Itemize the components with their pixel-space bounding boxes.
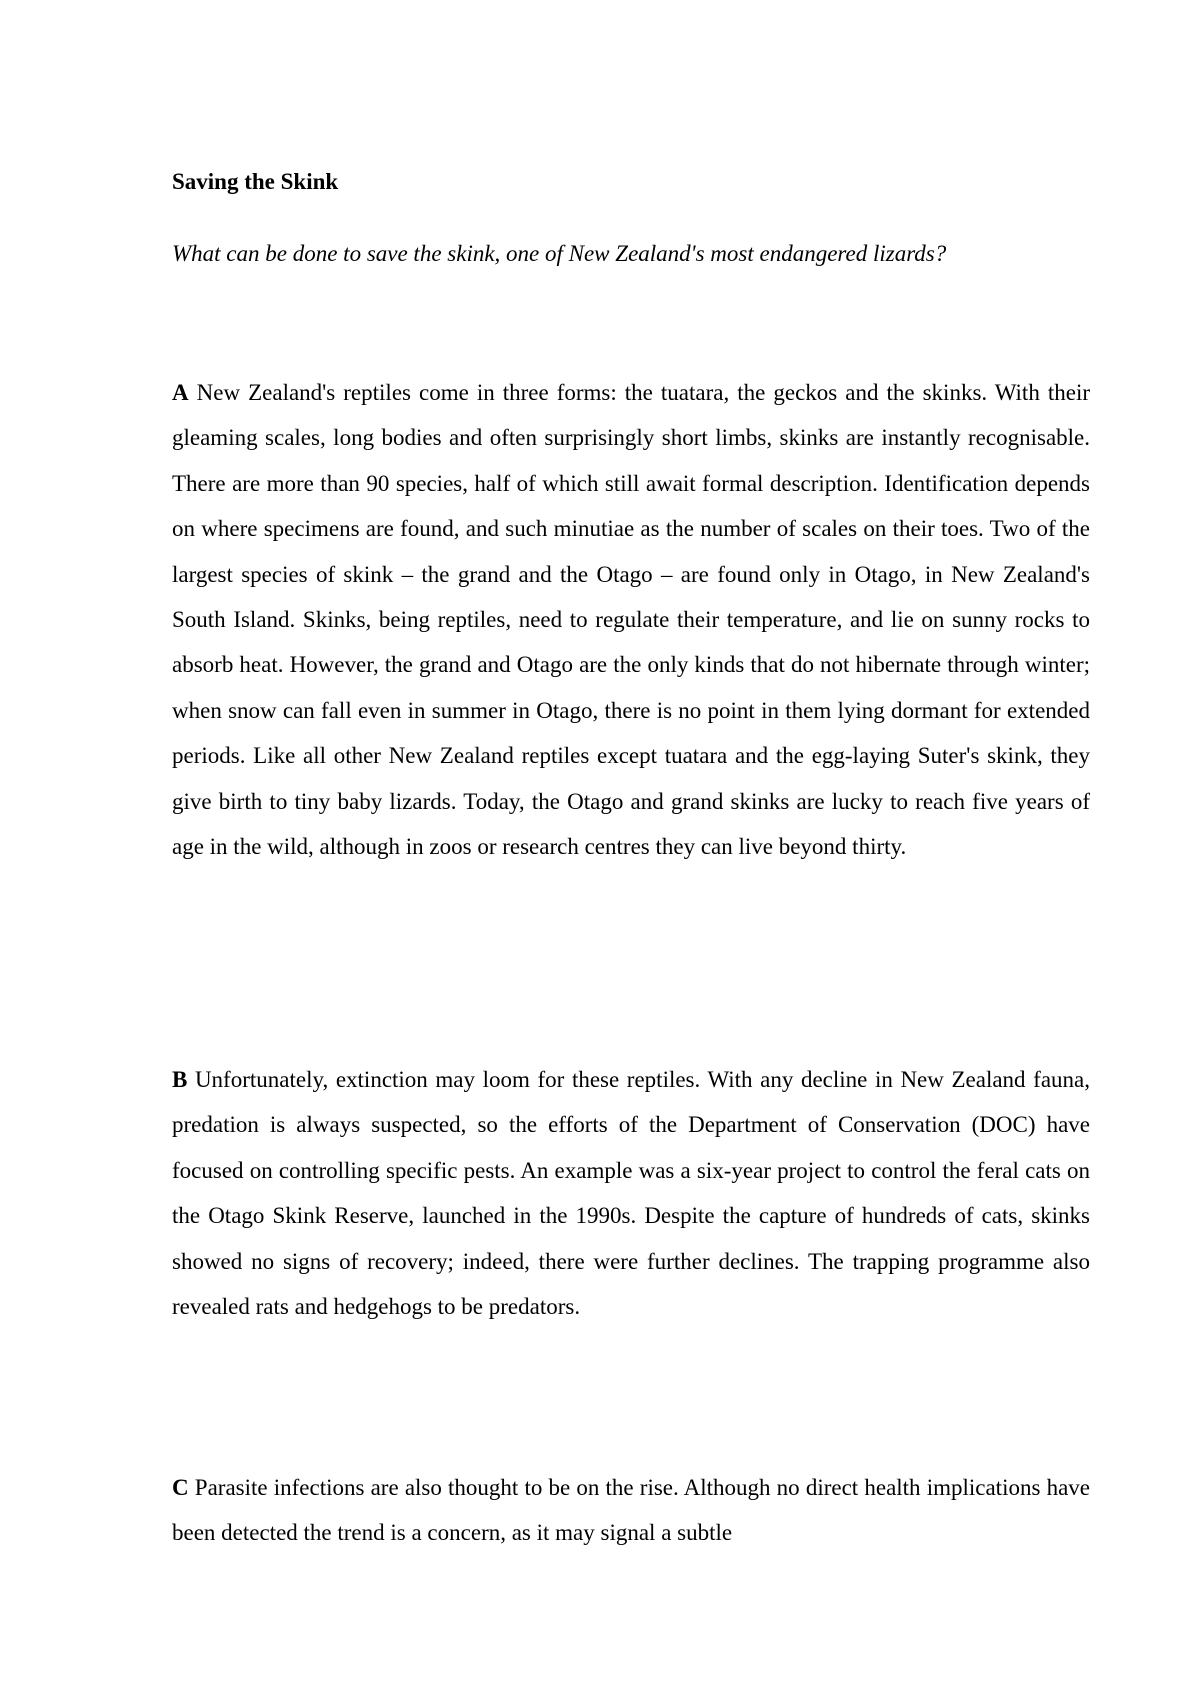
document-title: Saving the Skink	[172, 169, 339, 194]
document-page	[172, 0, 1090, 1696]
document-subtitle: What can be done to save the skink, one of New Zealand's most endangered lizards?	[172, 241, 947, 266]
paragraph-a	[172, 370, 1090, 869]
paragraph-b	[172, 1057, 1090, 1329]
paragraph-text: New Zealand's reptiles come in three forms: the tuatara, the geckos and the skinks. With their gleaming scales, long bodies and often surprisingly short limbs, skinks are instantly recognisable. There are more than 90 species, half of which still await formal description. Identification depends on where specimens are found, and such minutiae as the number of scales on their toes. Two of the largest species of skink – the grand and the Otago – are found only in Otago, in New Zealand's South Island. Skinks, being reptiles, need to regulate their temperature, and lie on sunny rocks to absorb heat. However, the grand and Otago are the only kinds that do not hibernate through winter; when snow can fall even in summer in Otago, there is no point in them lying dormant for extended periods. Like all other New Zealand reptiles except tuatara and the egg-laying Suter's skink, they give birth to tiny baby lizards. Today, the Otago and grand skinks are lucky to reach five years of age in the wild, although in zoos or research centres they can live beyond thirty.	[172, 380, 1090, 860]
paragraph-letter: B	[172, 1067, 188, 1092]
paragraph-text: Unfortunately, extinction may loom for these reptiles. With any decline in New Zealand fauna, predation is always suspected, so the efforts of the Department of Conservation (DOC) have focused on controlling specific pests. An example was a six-year project to control the feral cats on the Otago Skink Reserve, launched in the 1990s. Despite the capture of hundreds of cats, skinks showed no signs of recovery; indeed, there were further declines. The trapping programme also revealed rats and hedgehogs to be predators.	[172, 1067, 1090, 1320]
paragraph-letter: A	[172, 380, 189, 405]
paragraph-c	[172, 1465, 1090, 1556]
paragraph-letter: C	[172, 1475, 189, 1500]
paragraph-text: Parasite infections are also thought to be on the rise. Although no direct health implications have been detected the trend is a concern, as it may signal a subtle	[172, 1475, 1090, 1546]
